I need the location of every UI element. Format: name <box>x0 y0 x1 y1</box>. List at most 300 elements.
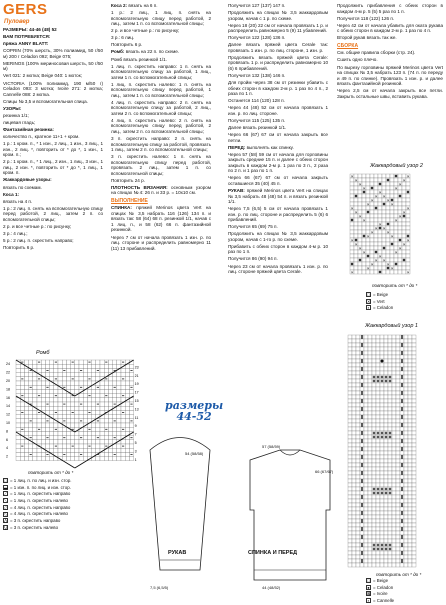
chart-cell <box>66 431 70 435</box>
chart-cell <box>402 202 406 206</box>
chart-cell <box>386 186 390 190</box>
legend-label: = 3 п. скрестить налево <box>10 524 59 530</box>
chart-cell <box>408 431 412 435</box>
vert-stitch-mark: × <box>374 258 378 263</box>
ivoire-stitch-mark <box>389 436 391 438</box>
chart-cell <box>92 410 96 414</box>
chart-cell <box>87 381 91 385</box>
chart-cell <box>372 551 376 555</box>
chart-cell <box>79 406 83 410</box>
chart-cell <box>374 262 378 266</box>
chart-cell <box>390 194 394 198</box>
chart-cell <box>404 379 408 383</box>
chart-cell <box>412 535 416 539</box>
cannelle-stitch-mark <box>361 559 363 563</box>
celadon-stitch-mark <box>359 259 361 261</box>
ivoire-stitch-mark <box>389 488 391 490</box>
chart-cell <box>121 415 125 419</box>
chart-cell <box>388 451 392 455</box>
fantasy-rib-heading: Фантазийная резинка: <box>3 127 54 133</box>
chart-cell <box>352 515 356 519</box>
chart-cell <box>50 427 54 431</box>
chart-cell <box>104 423 108 427</box>
chart-cell <box>50 368 54 372</box>
chart-cell <box>50 410 54 414</box>
vert-stitch-mark: × <box>362 218 366 223</box>
chart-cell <box>396 547 400 551</box>
chart-cell <box>364 471 368 475</box>
chart-cell <box>368 379 372 383</box>
chart-cell <box>356 483 360 487</box>
celadon-stitch-mark <box>379 271 381 273</box>
chart-cell <box>356 391 360 395</box>
chart-cell <box>45 444 49 448</box>
chart-cell <box>396 491 400 495</box>
chart-cell <box>382 262 386 266</box>
chart-cell <box>20 423 24 427</box>
chart-cell <box>396 467 400 471</box>
chart-cell <box>366 258 370 262</box>
chart-cell <box>364 379 368 383</box>
chart-cell <box>24 423 28 427</box>
chart-cell <box>406 194 410 198</box>
chart-cell <box>96 423 100 427</box>
chart-cell <box>388 359 392 363</box>
chart-cell <box>364 343 368 347</box>
chart-cell <box>396 391 400 395</box>
chart-cell <box>370 222 374 226</box>
chart-cell <box>376 523 380 527</box>
chart-cell <box>350 190 354 194</box>
chart-cell <box>412 455 416 459</box>
chart-cell <box>121 452 125 456</box>
chart-cell <box>368 471 372 475</box>
chart-cell <box>388 363 392 367</box>
diamond-repeat: Повторить 24 р. <box>111 177 145 183</box>
chart-cell <box>16 457 20 461</box>
diamond-repeat-note: повторить от * до * <box>28 470 74 475</box>
chart-cell <box>350 246 354 250</box>
chart-cell <box>376 351 380 355</box>
cannelle-stitch-mark <box>361 519 363 523</box>
chart-cell <box>372 511 376 515</box>
chart-cell <box>376 495 380 499</box>
chart-cell <box>117 452 121 456</box>
chart-cell <box>404 451 408 455</box>
chart-cell <box>96 377 100 381</box>
chart-cell <box>372 447 376 451</box>
row-number-label: 24 <box>6 362 10 367</box>
chart-cell <box>41 436 45 440</box>
chart-cell <box>92 448 96 452</box>
chart-cell <box>352 483 356 487</box>
chart-cell <box>24 389 28 393</box>
chart-cell <box>412 463 416 467</box>
chart-cell <box>83 377 87 381</box>
chart-cell <box>380 371 384 375</box>
chart-cell <box>396 455 400 459</box>
chart-cell <box>372 383 376 387</box>
chart-cell <box>75 415 79 419</box>
chart-cell <box>408 531 412 535</box>
chart-cell <box>79 431 83 435</box>
chart-cell <box>380 351 384 355</box>
chart-cell <box>100 398 104 402</box>
chart-cell <box>404 391 408 395</box>
chart-cell <box>354 182 358 186</box>
chart-cell <box>376 443 380 447</box>
chart-cell <box>356 559 360 563</box>
chart-cell <box>378 230 382 234</box>
chart-cell <box>392 419 396 423</box>
chart-cell <box>354 230 358 234</box>
chart-cell <box>380 427 384 431</box>
chart-cell <box>356 387 360 391</box>
chart-cell <box>75 360 79 364</box>
chart-cell <box>372 463 376 467</box>
chart-cell <box>96 457 100 461</box>
chart-cell <box>62 415 66 419</box>
chart-cell <box>370 182 374 186</box>
chart-cell <box>364 495 368 499</box>
chart-cell <box>384 363 388 367</box>
chart-cell <box>125 423 129 427</box>
chart-cell <box>362 242 366 246</box>
chart-cell <box>376 503 380 507</box>
chart-cell <box>87 389 91 393</box>
chart-cell <box>113 364 117 368</box>
chart-cell <box>104 389 108 393</box>
chart-cell <box>117 410 121 414</box>
chart-cell <box>382 266 386 270</box>
chart-cell <box>374 214 378 218</box>
sizes-banner-line: 44-52 <box>176 410 212 423</box>
chart-cell <box>368 519 372 523</box>
chart-cell <box>406 210 410 214</box>
chart-cell <box>412 495 416 499</box>
chart-cell <box>113 431 117 435</box>
diamond-text-2: Ромб вязать резинкой 1/1. <box>111 56 167 62</box>
chart-cell <box>368 431 372 435</box>
chart-cell <box>104 406 108 410</box>
chart-cell <box>356 563 360 567</box>
chart-cell <box>121 385 125 389</box>
chart-cell <box>404 359 408 363</box>
chart-cell <box>372 399 376 403</box>
chart-cell <box>352 399 356 403</box>
celadon-stitch-mark <box>403 259 405 261</box>
chart-cell <box>392 431 396 435</box>
chart-cell <box>354 226 358 230</box>
chart-cell <box>412 539 416 543</box>
assembly-heading: СБОРКА <box>337 42 359 49</box>
chart-cell <box>113 410 117 414</box>
chart-cell <box>374 182 378 186</box>
chart-cell <box>404 547 408 551</box>
chart-cell <box>376 363 380 367</box>
chart-cell <box>400 379 404 383</box>
chart-cell <box>108 436 112 440</box>
chart-cell <box>376 411 380 415</box>
cannelle-stitch-mark <box>361 447 363 451</box>
fantasy-rib-text: количество п., кратное 11+1 + кром. <box>3 134 80 140</box>
chart-cell <box>58 440 62 444</box>
chart-cell <box>354 246 358 250</box>
chart-cell <box>66 448 70 452</box>
chart-cell <box>100 394 104 398</box>
chart-cell <box>386 210 390 214</box>
chart-cell <box>117 381 121 385</box>
chart-cell <box>404 371 408 375</box>
chart-cell <box>45 427 49 431</box>
chart-cell <box>376 531 380 535</box>
chart-cell <box>108 398 112 402</box>
chart-cell <box>354 250 358 254</box>
legend-entry <box>3 518 72 523</box>
chart-cell <box>100 402 104 406</box>
chart-cell <box>392 443 396 447</box>
chart-cell <box>37 385 41 389</box>
chart-cell <box>404 551 408 555</box>
chart-cell <box>412 419 416 423</box>
chart-cell <box>83 427 87 431</box>
chart-cell <box>372 391 376 395</box>
chart-cell <box>352 335 356 339</box>
chart-cell <box>356 507 360 511</box>
chart-cell <box>396 531 400 535</box>
chart-cell <box>356 335 360 339</box>
chart-cell <box>75 448 79 452</box>
chart-cell <box>113 381 117 385</box>
chart-cell <box>392 335 396 339</box>
vert-stitch-mark: × <box>358 182 362 187</box>
chart-cell <box>398 222 402 226</box>
chart-cell <box>392 563 396 567</box>
chart-cell <box>372 335 376 339</box>
chart-cell <box>388 339 392 343</box>
chart-cell <box>368 375 372 379</box>
cannelle-stitch-mark <box>401 511 403 515</box>
chart-cell <box>372 407 376 411</box>
chart-cell <box>364 523 368 527</box>
cannelle-stitch-mark <box>361 495 363 499</box>
chart-cell <box>83 368 87 372</box>
chart-cell <box>352 507 356 511</box>
chart-cell <box>33 377 37 381</box>
chart-cell <box>396 379 400 383</box>
chart-cell <box>96 444 100 448</box>
chart-cell <box>380 479 384 483</box>
chart-cell <box>350 178 354 182</box>
chart-cell <box>412 383 416 387</box>
chart-cell <box>390 258 394 262</box>
chart-cell <box>380 471 384 475</box>
chart-cell <box>348 399 352 403</box>
chart-cell <box>400 451 404 455</box>
chart-cell <box>368 511 372 515</box>
chart-cell <box>404 419 408 423</box>
chart-cell <box>50 406 54 410</box>
legend-entry <box>366 598 394 603</box>
chart-cell <box>356 339 360 343</box>
chart-cell <box>356 463 360 467</box>
chart-cell <box>92 402 96 406</box>
chart-cell <box>372 443 376 447</box>
chart-cell <box>356 411 360 415</box>
chart-cell <box>348 375 352 379</box>
chart-cell <box>66 364 70 368</box>
chart-cell <box>368 439 372 443</box>
chart-cell <box>87 448 91 452</box>
cable2-stitches: вязать на 6 п. <box>128 3 158 8</box>
vert-stitch-mark: × <box>354 242 358 247</box>
chart-cell <box>388 495 392 499</box>
chart-cell <box>404 351 408 355</box>
chart-cell <box>104 415 108 419</box>
chart-cell <box>392 355 396 359</box>
celadon-stitch-mark <box>355 239 357 241</box>
chart-cell <box>358 206 362 210</box>
chart-cell <box>394 194 398 198</box>
chart-cell <box>384 423 388 427</box>
chart-cell <box>398 270 402 274</box>
chart-cell <box>66 377 70 381</box>
chart-cell <box>29 415 33 419</box>
chart-cell <box>352 343 356 347</box>
vert-stitch-mark: × <box>366 234 370 239</box>
chart-cell <box>87 436 91 440</box>
celadon-stitch-mark <box>383 203 385 205</box>
chart-cell <box>408 419 412 423</box>
chart-cell <box>372 371 376 375</box>
chart-cell <box>404 339 408 343</box>
back-text: пряжей Merinos цвета Vert на спицах № 3,5 набрать 116 (126) 134 п. и вязать так: 58 (64) 68 п. резинкой 1/1, начав с 1 лиц. п., и 58 (62) 66 п. фантазийной резинкой. <box>111 205 211 233</box>
chart-cell <box>400 555 404 559</box>
chart-cell <box>378 210 382 214</box>
chart-cell <box>384 483 388 487</box>
legend-label: = 1 изн. п. по лиц. и изн. стор. <box>10 484 71 490</box>
chart-cell <box>362 258 366 262</box>
chart-cell <box>376 395 380 399</box>
row-number-label: 22 <box>6 370 10 375</box>
chart-cell <box>390 186 394 190</box>
chart-cell <box>368 423 372 427</box>
chart-cell <box>406 230 410 234</box>
chart-cell <box>396 535 400 539</box>
chart-cell <box>83 364 87 368</box>
cross-2: 1 лиц. п. скрестить налево: 1 п. снять на вспомогательную спицу перед работой, 1 лиц., затем 1 п. со вспомогательной спицы; <box>111 81 211 98</box>
chart-cell <box>350 254 354 258</box>
vert-stitch-mark: × <box>358 214 362 219</box>
chart-cell <box>408 459 412 463</box>
chart-cell <box>408 335 412 339</box>
chart-cell <box>71 423 75 427</box>
chart-cell <box>75 373 79 377</box>
chart-cell <box>376 451 380 455</box>
chart-cell <box>380 539 384 543</box>
chart-cell <box>352 471 356 475</box>
chart-cell <box>352 435 356 439</box>
chart-cell <box>384 335 388 339</box>
chart-cell <box>394 190 398 194</box>
chart-cell <box>368 563 372 567</box>
chart-cell <box>29 410 33 414</box>
chart-cell <box>390 238 394 242</box>
chart-cell <box>396 395 400 399</box>
c3-line-2: Продолжить на спицах № 3,5 жаккардовым узором, начав с 1 р. по схеме. <box>228 10 328 21</box>
chart-cell <box>368 535 372 539</box>
chart-cell <box>79 360 83 364</box>
chart-cell <box>364 335 368 339</box>
chart-cell <box>129 373 133 377</box>
row-number-label: 5 <box>134 441 137 445</box>
chart-cell <box>368 467 372 471</box>
chart-cell <box>392 455 396 459</box>
chart-cell <box>54 448 58 452</box>
chart-cell <box>408 483 412 487</box>
chart-cell <box>71 457 75 461</box>
chart-cell <box>368 343 372 347</box>
chart-cell <box>20 381 24 385</box>
chart-cell <box>384 391 388 395</box>
legend-entry <box>366 299 393 304</box>
chart-cell <box>54 398 58 402</box>
chart-cell <box>362 254 366 258</box>
c3-line-5: Далее вязать пряжей цвета Cerale так: провязать 1 изн. р. по лиц. стороне, 1 изн. р. <box>228 42 328 53</box>
legend-symbol-icon: ✕ <box>367 298 371 304</box>
chart-cell <box>33 381 37 385</box>
chart-cell <box>386 254 390 258</box>
chart-cell <box>362 210 366 214</box>
chart-cell <box>388 391 392 395</box>
chart-cell <box>360 355 364 359</box>
chart-cell <box>20 419 24 423</box>
chart-cell <box>408 379 412 383</box>
chart-cell <box>100 385 104 389</box>
cable1-row-5: 5 р.: 2 лиц. п. скрестить направо; <box>3 238 74 244</box>
chart-cell <box>388 387 392 391</box>
chart-cell <box>412 559 416 563</box>
chart-cell <box>376 339 380 343</box>
chart-cell <box>16 452 20 456</box>
chart-cell <box>104 381 108 385</box>
chart-cell <box>382 178 386 182</box>
chart-cell <box>376 359 380 363</box>
chart-cell <box>404 563 408 567</box>
chart-cell <box>412 379 416 383</box>
chart-cell <box>370 270 374 274</box>
chart-cell <box>87 364 91 368</box>
chart-cell <box>392 379 396 383</box>
chart-cell <box>380 563 384 567</box>
chart-cell <box>352 531 356 535</box>
chart-cell <box>364 503 368 507</box>
c3-line-6: Продолжить вязать пряжей цвета Cerale: провязать 1 р. и распределить равномерно 10 (6) 6 прибавлений. <box>228 54 328 71</box>
chart-cell <box>372 439 376 443</box>
chart-cell <box>376 515 380 519</box>
chart-cell <box>16 440 20 444</box>
chart-cell <box>364 363 368 367</box>
chart-cell <box>396 407 400 411</box>
cannelle-stitch-mark <box>401 383 403 387</box>
chart-cell <box>62 427 66 431</box>
chart-cell <box>386 214 390 218</box>
chart-cell <box>372 535 376 539</box>
chart-cell <box>386 202 390 206</box>
chart-cell <box>404 363 408 367</box>
chart-cell <box>348 387 352 391</box>
chart-cell <box>364 519 368 523</box>
